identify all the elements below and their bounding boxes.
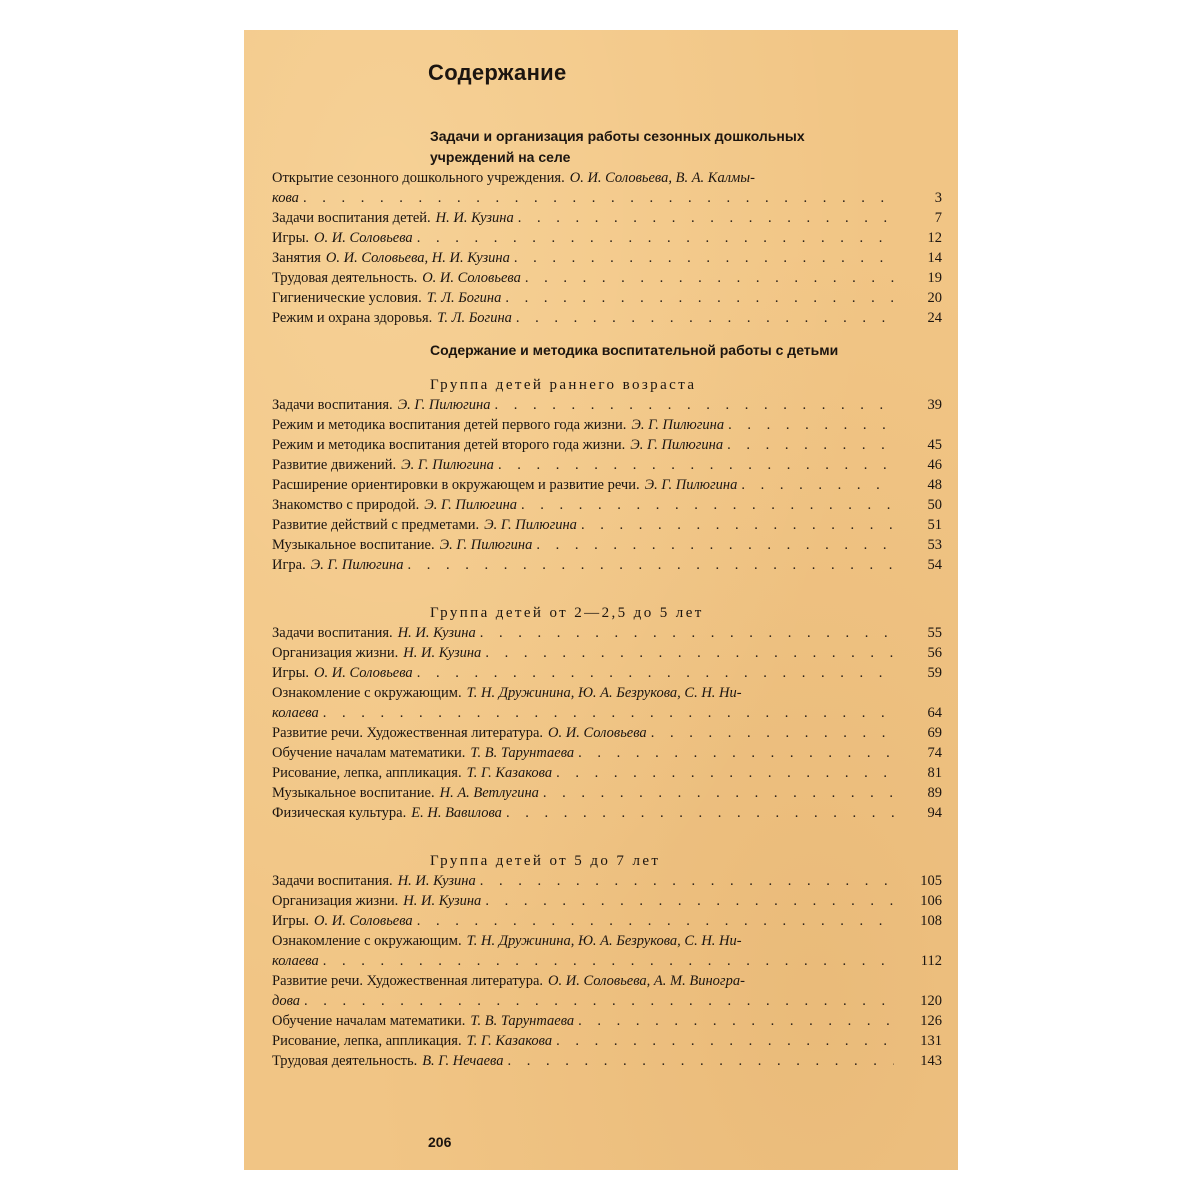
entry-text	[272, 931, 894, 951]
toc-entry	[272, 168, 942, 188]
entry-author: Н. И. Кузина	[397, 873, 476, 889]
entry-title: Знакомство с природой.	[272, 497, 420, 513]
dot-leader	[651, 723, 894, 743]
entry-page: 24	[927, 310, 942, 326]
dot-leader	[417, 228, 894, 248]
toc-entry	[272, 228, 942, 248]
entry-title: Обучение началам математики.	[272, 1013, 466, 1029]
entry-author: О. И. Соловьева	[314, 665, 413, 681]
entry-page: 59	[927, 665, 942, 681]
toc-entry	[272, 643, 942, 663]
entry-page: 120	[920, 993, 942, 1009]
toc-entry	[272, 455, 942, 475]
section-heading: Задачи и организация работы сезонных дошкольных	[430, 128, 805, 144]
dot-leader	[303, 188, 894, 208]
entry-page: 74	[927, 745, 942, 761]
entry-page: 12	[927, 230, 942, 246]
entry-author: О. И. Соловьева, В. А. Калмы-	[569, 170, 755, 186]
toc-entry-continuation	[272, 991, 942, 1011]
dot-leader	[485, 891, 894, 911]
entry-text	[272, 723, 894, 743]
entry-text	[272, 683, 894, 703]
dot-leader	[507, 1051, 894, 1071]
entry-text	[272, 455, 894, 475]
entry-page: 126	[920, 1013, 942, 1029]
entry-title: Развитие речи. Художественная литература.	[272, 725, 544, 741]
dot-leader	[521, 495, 894, 515]
dot-leader	[525, 268, 894, 288]
toc-entry	[272, 435, 942, 455]
entry-author: О. И. Соловьева	[422, 270, 521, 286]
entry-title: Рисование, лепка, аппликация.	[272, 1033, 462, 1049]
entry-page: 14	[927, 250, 942, 266]
entry-title: Организация жизни.	[272, 893, 399, 909]
dot-leader	[728, 415, 894, 435]
entry-title: Задачи воспитания.	[272, 625, 393, 641]
toc-entry	[272, 871, 942, 891]
dot-leader	[480, 623, 894, 643]
entry-author-continuation: колаева	[272, 705, 319, 721]
entry-text	[272, 535, 894, 555]
entry-title: Музыкальное воспитание.	[272, 785, 435, 801]
entry-author: Е. Н. Вавилова	[411, 805, 502, 821]
entry-text	[272, 891, 894, 911]
toc-entry	[272, 663, 942, 683]
toc-entry	[272, 623, 942, 643]
entry-title: Ознакомление с окружающим.	[272, 933, 462, 949]
entry-text	[272, 308, 894, 328]
entry-page: 89	[927, 785, 942, 801]
entry-text	[272, 623, 894, 643]
dot-leader	[304, 991, 894, 1011]
entry-text	[272, 288, 894, 308]
entry-author: Э. Г. Пилюгина	[439, 537, 533, 553]
entry-author: О. И. Соловьева	[314, 913, 413, 929]
dot-leader	[556, 1031, 894, 1051]
toc-entry	[272, 891, 942, 911]
entry-page: 3	[934, 190, 942, 206]
entry-page: 55	[927, 625, 942, 641]
dot-leader	[578, 1011, 894, 1031]
dot-leader	[556, 763, 894, 783]
toc-entry	[272, 248, 942, 268]
group-heading: Группа детей от 5 до 7 лет	[430, 853, 661, 869]
entry-title: Режим и методика воспитания детей первого года жизни.	[272, 417, 627, 433]
entry-text	[272, 911, 894, 931]
entry-author: Н. И. Кузина	[435, 210, 514, 226]
toc-entry	[272, 415, 942, 435]
toc-entry-continuation	[272, 188, 942, 208]
dot-leader	[323, 951, 894, 971]
section-heading: Содержание и методика воспитательной работы с детьми	[430, 342, 839, 358]
entry-author: Э. Г. Пилюгина	[424, 497, 518, 513]
entry-page: 81	[927, 765, 942, 781]
entry-text	[272, 168, 894, 188]
toc-entry	[272, 268, 942, 288]
entry-page: 39	[927, 397, 942, 413]
entry-author: Т. Г. Казакова	[466, 1033, 553, 1049]
entry-text	[272, 208, 894, 228]
entry-author: Э. Г. Пилюгина	[401, 457, 494, 473]
entry-author: Т. Г. Казакова	[466, 765, 553, 781]
toc-entry	[272, 208, 942, 228]
entry-title: Режим и методика воспитания детей второго года жизни.	[272, 437, 626, 453]
spacer	[272, 575, 942, 603]
entry-text	[272, 951, 894, 971]
entry-author: Н. И. Кузина	[403, 893, 482, 909]
entry-page: 51	[927, 517, 942, 533]
entry-title: Рисование, лепка, аппликация.	[272, 765, 462, 781]
entry-title: Задачи воспитания.	[272, 873, 393, 889]
entry-author: О. И. Соловьева, А. М. Виногра-	[548, 973, 745, 989]
entry-author: Т. Н. Дружинина, Ю. А. Безрукова, С. Н. Ни-	[466, 933, 742, 949]
entry-author: Э. Г. Пилюгина	[630, 437, 724, 453]
entry-title: Развитие действий с предметами.	[272, 517, 480, 533]
dot-leader	[741, 475, 894, 495]
toc-entry	[272, 1031, 942, 1051]
entry-text	[272, 435, 894, 455]
entry-title: Гигиенические условия.	[272, 290, 422, 306]
entry-author: Э. Г. Пилюгина	[484, 517, 577, 533]
dot-leader	[485, 643, 894, 663]
entry-text	[272, 643, 894, 663]
entry-page: 69	[927, 725, 942, 741]
toc-entry	[272, 308, 942, 328]
entry-author: Т. В. Тарунтаева	[470, 1013, 575, 1029]
entry-page: 46	[927, 457, 942, 473]
dot-leader	[516, 308, 894, 328]
entry-author: О. И. Соловьева	[314, 230, 413, 246]
toc-entry	[272, 395, 942, 415]
entry-page: 19	[927, 270, 942, 286]
entry-text	[272, 871, 894, 891]
entry-author: Э. Г. Пилюгина	[397, 397, 491, 413]
entry-author: Т. Л. Богина	[426, 290, 502, 306]
entry-text	[272, 743, 894, 763]
entry-page: 112	[920, 953, 942, 969]
entry-page: 105	[920, 873, 942, 889]
entry-author-continuation: дова	[272, 993, 301, 1009]
dot-leader	[514, 248, 894, 268]
entry-title: Занятия	[272, 250, 321, 266]
entry-author: Н. А. Ветлугина	[439, 785, 539, 801]
entry-page: 106	[920, 893, 942, 909]
dot-leader	[480, 871, 894, 891]
entry-title: Музыкальное воспитание.	[272, 537, 435, 553]
dot-leader	[417, 911, 894, 931]
book-page	[244, 30, 958, 1170]
entry-author-continuation: колаева	[272, 953, 319, 969]
entry-title: Развитие движений.	[272, 457, 397, 473]
toc-entry	[272, 288, 942, 308]
spacer	[272, 823, 942, 851]
dot-leader	[578, 743, 894, 763]
toc-entry	[272, 971, 942, 991]
entry-author: Т. Л. Богина	[437, 310, 512, 326]
entry-author: Т. В. Тарунтаева	[470, 745, 575, 761]
entry-author: Н. И. Кузина	[397, 625, 476, 641]
entry-author: О. И. Соловьева	[548, 725, 647, 741]
entry-text	[272, 1011, 894, 1031]
entry-author: Э. Г. Пилюгина	[631, 417, 725, 433]
entry-page: 131	[920, 1033, 942, 1049]
dot-leader	[417, 663, 894, 683]
entry-author: Т. Н. Дружинина, Ю. А. Безрукова, С. Н. Ни-	[466, 685, 742, 701]
entry-author: О. И. Соловьева, Н. И. Кузина	[325, 250, 510, 266]
section-heading: учреждений на селе	[430, 149, 571, 165]
entry-title: Трудовая деятельность.	[272, 1053, 418, 1069]
entry-text	[272, 415, 894, 435]
dot-leader	[408, 555, 894, 575]
entry-text	[272, 783, 894, 803]
dot-leader	[536, 535, 894, 555]
entry-title: Обучение началам математики.	[272, 745, 466, 761]
entry-text	[272, 395, 894, 415]
entry-text	[272, 1031, 894, 1051]
entry-text	[272, 703, 894, 723]
toc-entry	[272, 535, 942, 555]
entry-text	[272, 555, 894, 575]
toc-entry	[272, 743, 942, 763]
toc-entry	[272, 475, 942, 495]
entry-title: Режим и охрана здоровья.	[272, 310, 433, 326]
entry-page: 56	[927, 645, 942, 661]
entry-text	[272, 188, 894, 208]
toc-entry-continuation	[272, 703, 942, 723]
dot-leader	[727, 435, 894, 455]
group-heading: Группа детей раннего возраста	[430, 377, 697, 393]
toc-entry	[272, 1011, 942, 1031]
entry-page: 54	[927, 557, 942, 573]
entry-page: 94	[927, 805, 942, 821]
entry-title: Физическая культура.	[272, 805, 407, 821]
entry-text	[272, 268, 894, 288]
toc-entry	[272, 783, 942, 803]
entry-text	[272, 763, 894, 783]
toc-entry-continuation	[272, 951, 942, 971]
toc-entry	[272, 555, 942, 575]
dot-leader	[506, 803, 894, 823]
entry-page: 48	[927, 477, 942, 493]
entry-text	[272, 248, 894, 268]
entry-title: Задачи воспитания.	[272, 397, 393, 413]
toc-entry	[272, 1051, 942, 1071]
entry-author: В. Г. Нечаева	[422, 1053, 504, 1069]
dot-leader	[518, 208, 894, 228]
entry-page: 108	[920, 913, 942, 929]
toc-entry	[272, 911, 942, 931]
entry-title: Задачи воспитания детей.	[272, 210, 431, 226]
toc-entry	[272, 931, 942, 951]
entry-title: Трудовая деятельность.	[272, 270, 418, 286]
entry-text	[272, 1051, 894, 1071]
entry-page: 53	[927, 537, 942, 553]
entry-author: Э. Г. Пилюгина	[310, 557, 404, 573]
dot-leader	[581, 515, 894, 535]
entry-page: 64	[927, 705, 942, 721]
entry-text	[272, 475, 894, 495]
entry-page: 45	[927, 437, 942, 453]
entry-title: Расширение ориентировки в окружающем и развитие речи.	[272, 477, 640, 493]
entry-author: Н. И. Кузина	[403, 645, 482, 661]
entry-text	[272, 495, 894, 515]
table-of-contents	[272, 126, 942, 1071]
entry-text	[272, 971, 894, 991]
toc-entry	[272, 683, 942, 703]
page-number: 206	[428, 1134, 452, 1150]
dot-leader	[543, 783, 894, 803]
spacer	[272, 328, 942, 340]
dot-leader	[323, 703, 894, 723]
group-heading: Группа детей от 2—2,5 до 5 лет	[430, 605, 704, 621]
entry-title: Игры.	[272, 230, 310, 246]
entry-text	[272, 663, 894, 683]
entry-title: Организация жизни.	[272, 645, 399, 661]
toc-entry	[272, 495, 942, 515]
entry-page: 143	[920, 1053, 942, 1069]
page-title: Содержание	[428, 60, 567, 85]
entry-author-continuation: кова	[272, 190, 299, 206]
entry-page: 20	[927, 290, 942, 306]
entry-page: 7	[934, 210, 942, 226]
entry-title: Игра.	[272, 557, 306, 573]
entry-page: 50	[927, 497, 942, 513]
entry-text	[272, 228, 894, 248]
toc-entry	[272, 803, 942, 823]
entry-title: Развитие речи. Художественная литература.	[272, 973, 544, 989]
spacer	[272, 361, 942, 375]
entry-title: Игры.	[272, 665, 310, 681]
toc-entry	[272, 723, 942, 743]
dot-leader	[494, 395, 894, 415]
entry-title: Открытие сезонного дошкольного учреждения.	[272, 170, 565, 186]
entry-text	[272, 515, 894, 535]
dot-leader	[505, 288, 894, 308]
toc-entry	[272, 515, 942, 535]
entry-title: Игры.	[272, 913, 310, 929]
entry-author: Э. Г. Пилюгина	[644, 477, 738, 493]
entry-title: Ознакомление с окружающим.	[272, 685, 462, 701]
dot-leader	[498, 455, 894, 475]
entry-text	[272, 803, 894, 823]
entry-text	[272, 991, 894, 1011]
toc-entry	[272, 763, 942, 783]
